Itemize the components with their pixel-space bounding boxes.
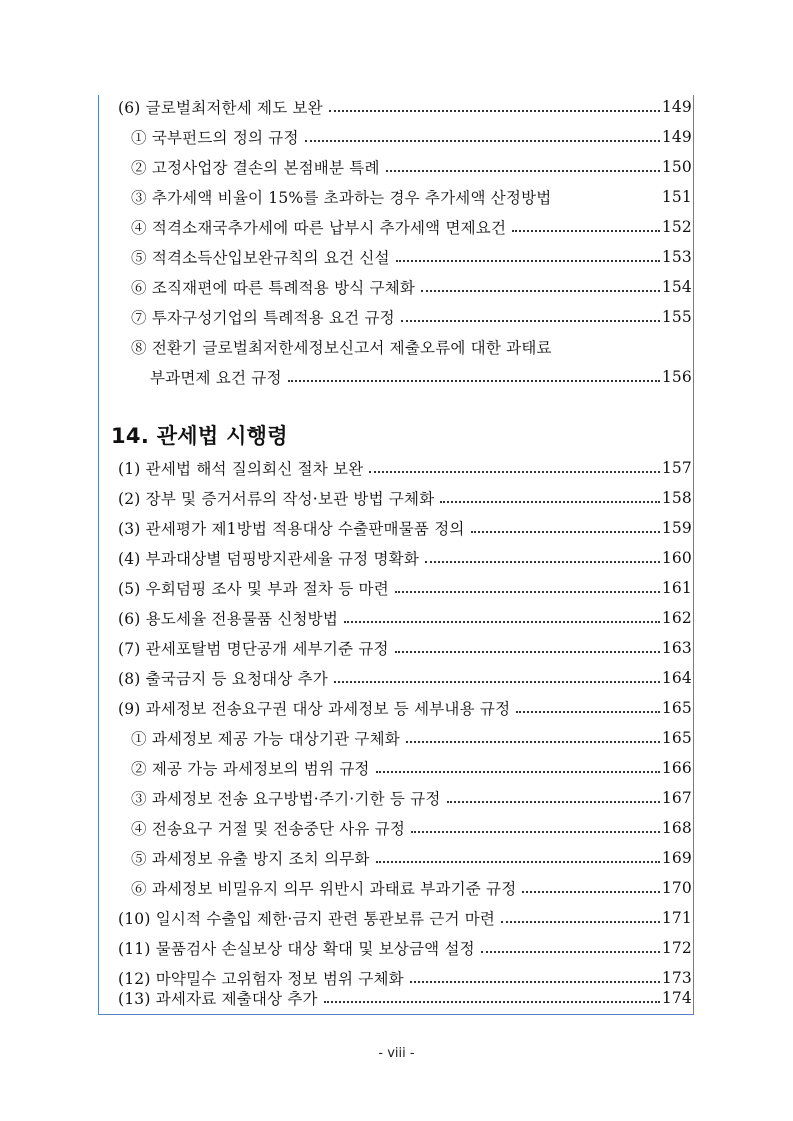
toc-entry-page: 173 <box>661 969 692 987</box>
toc-entry-label: (1) 관세법 해석 질의회신 절차 보완 <box>118 460 364 478</box>
leader-dots <box>410 981 660 983</box>
toc-entry-label: ⑧ 전환기 글로벌최저한세정보신고서 제출오류에 대한 과태료 <box>131 339 552 357</box>
toc-entry-label: ③ 추가세액 비율이 15%를 초과하는 경우 추가세액 산정방법 <box>131 189 552 207</box>
toc-entry-page: 154 <box>661 278 692 296</box>
toc-entry-page: 163 <box>661 639 692 657</box>
leader-dots <box>522 891 659 893</box>
toc-entry-label: 부과면제 요건 규정 <box>150 369 282 387</box>
leader-dots <box>369 471 659 473</box>
toc-entry-label: (6) 글로벌최저한세 제도 보완 <box>118 99 323 117</box>
toc-entry-page: 167 <box>661 789 692 807</box>
leader-dots <box>516 711 660 713</box>
toc-entry[interactable] <box>131 874 692 902</box>
leader-dots <box>421 290 660 292</box>
page-number-footer: - viii - <box>378 1046 415 1061</box>
toc-entry-label: ⑦ 투자구성기업의 특례적용 요건 규정 <box>131 309 395 327</box>
leader-dots <box>481 951 660 953</box>
leader-dots <box>406 741 660 743</box>
toc-entry-label: (11) 물품검사 손실보상 대상 확대 및 보상금액 설정 <box>118 940 475 958</box>
toc-entry[interactable] <box>118 984 692 1012</box>
toc-entry-label: (9) 과세정보 전송요구권 대상 과세정보 등 세부내용 규정 <box>118 700 511 718</box>
toc-entry-page: 172 <box>661 939 692 957</box>
toc-entry-label: ② 제공 가능 과세정보의 범위 규정 <box>131 760 370 778</box>
leader-dots <box>501 921 660 923</box>
toc-entry-page: 155 <box>661 308 692 326</box>
leader-dots <box>395 651 660 653</box>
toc-entry[interactable] <box>118 694 692 722</box>
leader-dots <box>440 501 659 503</box>
toc-entry-page: 160 <box>661 549 692 567</box>
toc-entry-page: 158 <box>661 489 692 507</box>
toc-entry-label: ⑥ 조직재편에 따른 특례적용 방식 구체화 <box>131 279 416 297</box>
toc-entry[interactable] <box>118 93 692 121</box>
toc-entry-label: ② 고정사업장 결손의 본점배분 특례 <box>131 159 380 177</box>
toc-entry-label: (5) 우회덤핑 조사 및 부과 절차 등 마련 <box>118 580 389 598</box>
toc-entry-label: (8) 출국금지 등 요청대상 추가 <box>118 670 328 688</box>
toc-entry[interactable] <box>118 574 692 602</box>
toc-entry-label: (6) 용도세율 전용물품 신청방법 <box>118 610 339 628</box>
toc-entry-continuation[interactable] <box>150 363 692 391</box>
toc-entry[interactable] <box>131 123 692 151</box>
leader-dots <box>329 110 660 112</box>
toc-entry-label: ① 국부펀드의 정의 규정 <box>131 129 299 147</box>
toc-entry[interactable] <box>118 544 692 572</box>
toc-entry-page: 159 <box>661 519 692 537</box>
toc-entry-page: 153 <box>661 248 692 266</box>
toc-entry[interactable] <box>131 814 692 842</box>
toc-entry-label: ④ 전송요구 거절 및 전송중단 사유 규정 <box>131 820 406 838</box>
toc-entry-label: ⑤ 적격소득산입보완규칙의 요건 신설 <box>131 249 390 267</box>
toc-entry-label: ③ 과세정보 전송 요구방법·주기·기한 등 규정 <box>131 790 441 808</box>
toc-entry-label: ⑥ 과세정보 비밀유지 의무 위반시 과태료 부과기준 규정 <box>131 880 517 898</box>
toc-entry[interactable] <box>118 484 692 512</box>
toc-entry-label: (2) 장부 및 증거서류의 작성·보관 방법 구체화 <box>118 490 435 508</box>
toc-entry-page: 150 <box>661 158 692 176</box>
toc-entry[interactable] <box>131 754 692 782</box>
toc-entry-label: (12) 마약밀수 고위험자 정보 범위 구체화 <box>118 970 404 988</box>
leader-dots <box>425 561 660 563</box>
toc-entry-label: (4) 부과대상별 덤핑방지관세율 규정 명확화 <box>118 550 420 568</box>
toc-entry[interactable] <box>118 934 692 962</box>
toc-entry-page: 162 <box>661 609 692 627</box>
toc-entry-page: 168 <box>661 819 692 837</box>
toc-entry-page: 151 <box>661 188 692 206</box>
leader-dots <box>386 170 660 172</box>
toc-entry[interactable] <box>131 303 692 331</box>
toc-entry-page: 166 <box>661 759 692 777</box>
leader-dots <box>512 230 660 232</box>
toc-entry-page: 165 <box>661 729 692 747</box>
toc-entry-page: 170 <box>661 879 692 897</box>
toc-entry[interactable] <box>131 844 692 872</box>
toc-entry-label: (3) 관세평가 제1방법 적용대상 수출판매물품 정의 <box>118 520 465 538</box>
toc-entry-label: (7) 관세포탈범 명단공개 세부기준 규정 <box>118 640 389 658</box>
toc-entry-page: 171 <box>661 909 692 927</box>
toc-entry-page: 174 <box>661 989 692 1007</box>
toc-entry[interactable] <box>118 514 692 542</box>
toc-entry-page: 157 <box>661 459 692 477</box>
toc-entry[interactable] <box>131 724 692 752</box>
toc-entry-page: 161 <box>661 579 692 597</box>
leader-dots <box>447 801 660 803</box>
leader-dots <box>396 260 660 262</box>
toc-entry-label: (13) 과세자료 제출대상 추가 <box>118 990 318 1008</box>
toc-entry[interactable] <box>118 904 692 932</box>
leader-dots <box>324 1001 660 1003</box>
toc-entry-page: 164 <box>661 669 692 687</box>
toc-entry[interactable] <box>131 784 692 812</box>
toc-entry[interactable] <box>131 333 692 361</box>
toc-entry[interactable] <box>131 243 692 271</box>
toc-entry-label: ⑤ 과세정보 유출 방지 조치 의무화 <box>131 850 370 868</box>
toc-entry[interactable] <box>118 664 692 692</box>
toc-entry[interactable] <box>118 634 692 662</box>
toc-entry[interactable] <box>118 454 692 482</box>
toc-entry-page: 149 <box>661 128 692 146</box>
leader-dots <box>305 140 660 142</box>
toc-entry[interactable] <box>131 153 692 181</box>
leader-dots <box>401 320 660 322</box>
toc-entry-label: (10) 일시적 수출입 제한·금지 관련 통관보류 근거 마련 <box>118 910 496 928</box>
toc-entry[interactable] <box>131 273 692 301</box>
leader-dots <box>288 380 660 382</box>
toc-entry[interactable] <box>131 183 692 211</box>
toc-entry-page: 149 <box>661 98 692 116</box>
leader-dots <box>334 681 660 683</box>
toc-entry[interactable] <box>118 604 692 632</box>
leader-dots <box>471 531 660 533</box>
toc-entry[interactable] <box>131 213 692 241</box>
toc-entry-page: 169 <box>661 849 692 867</box>
leader-dots <box>411 831 660 833</box>
toc-entry-page: 165 <box>661 699 692 717</box>
leader-dots <box>376 771 660 773</box>
section-heading: 14. 관세법 시행령 <box>111 424 288 448</box>
toc-entry-page: 156 <box>661 368 692 386</box>
toc-entry-label: ④ 적격소재국추가세에 따른 납부시 추가세액 면제요건 <box>131 219 507 237</box>
leader-dots <box>395 591 660 593</box>
leader-dots <box>376 861 660 863</box>
toc-entry-page: 152 <box>661 218 692 236</box>
leader-dots <box>344 621 660 623</box>
toc-entry-label: ① 과세정보 제공 가능 대상기관 구체화 <box>131 730 400 748</box>
